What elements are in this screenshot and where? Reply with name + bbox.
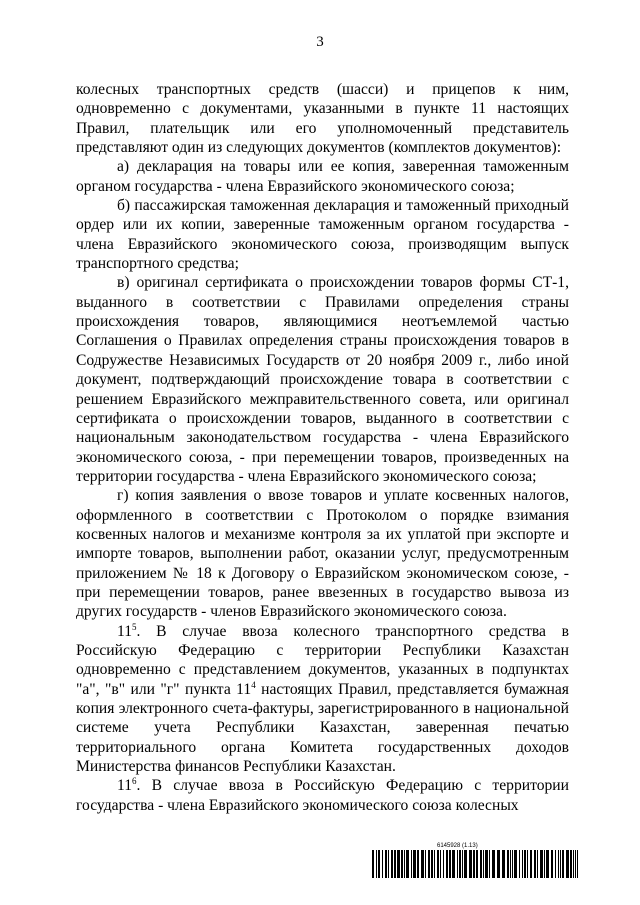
point-number: 11 — [117, 777, 133, 795]
point-text: . В случае ввоза в Российскую Федерацию с территории государства - члена Евразийского экономического союза колесных — [76, 777, 569, 814]
paragraph-point-11-6 — [76, 776, 569, 815]
barcode-label: 6145928 (1.13) — [437, 843, 478, 849]
document-body — [76, 80, 569, 815]
page-number: 3 — [316, 34, 324, 50]
paragraph-subitem-g: г) копия заявления о ввозе товаров и уплате косвенных налогов, оформленного в соответствии с Протоколом о порядке взимания косвенных налогов и механизме контроля за их уплатой при экспорте и импорте товаров, выполнении работ, оказании услуг, предусмотренным приложением № 18 к Договору о Евразийском экономическом союзе, - при перемещении товаров, ранее ввезенных в государство вывоза из других государств - членов Евразийского экономического союза. — [76, 487, 569, 621]
paragraph-subitem-a: а) декларация на товары или ее копия, заверенная таможенным органом государства - члена Евразийского экономического союза; — [76, 158, 569, 195]
paragraph-subitem-v: в) оригинал сертификата о происхождении товаров формы СТ-1, выданного в соответствии с Правилами определения страны происхождения товаров, являющимися неотъемлемой частью Соглашения о Правилах определения страны происхождения товаров в Содружестве Независимых Государств от 20 ноября 2009 г., либо иной документ, подтверждающий происхождение товара в соответствии с решением Евразийского межправительственного совета, или оригинал сертификата о происхождении товаров, выданного в соответствии с национальным законодательством государства - члена Евразийского экономического союза, - при перемещении товаров, произведенных на территории государства - члена Евразийского экономического союза; — [76, 274, 569, 485]
point-text: . В случае ввоза колесного транспортного средства в Российскую Федерацию с территории Республики Казахстан одновременно с представлением документов, указанных в подпунктах "а", "в" или "г" пункта 11 — [76, 622, 569, 698]
point-superscript: 5 — [132, 621, 137, 632]
point-text-continued: настоящих Правил, представляется бумажная копия электронного счета-фактуры, зарегистрированного в национальной системе учета Республики Казахстан, заверенная печатью территориального органа Комитета государственных доходов Министерства финансов Республики Казахстан. — [76, 680, 569, 776]
reference-superscript: 4 — [251, 679, 256, 690]
paragraph-subitem-b: б) пассажирская таможенная декларация и таможенный приходный ордер или их копии, заверенные таможенным органом государства - члена Евразийского экономического союза, производящим выпуск транспортного средства; — [76, 197, 569, 273]
paragraph-point-11-5 — [76, 622, 569, 777]
barcode-image — [372, 850, 580, 878]
point-superscript: 6 — [132, 776, 137, 787]
paragraph-continuation: колесных транспортных средств (шасси) и прицепов к ним, одновременно с документами, указанными в пункте 11 настоящих Правил, плательщик или его уполномоченный представитель представляют один из следующих документов (комплектов документов): — [76, 81, 569, 157]
point-number: 11 — [117, 622, 133, 640]
